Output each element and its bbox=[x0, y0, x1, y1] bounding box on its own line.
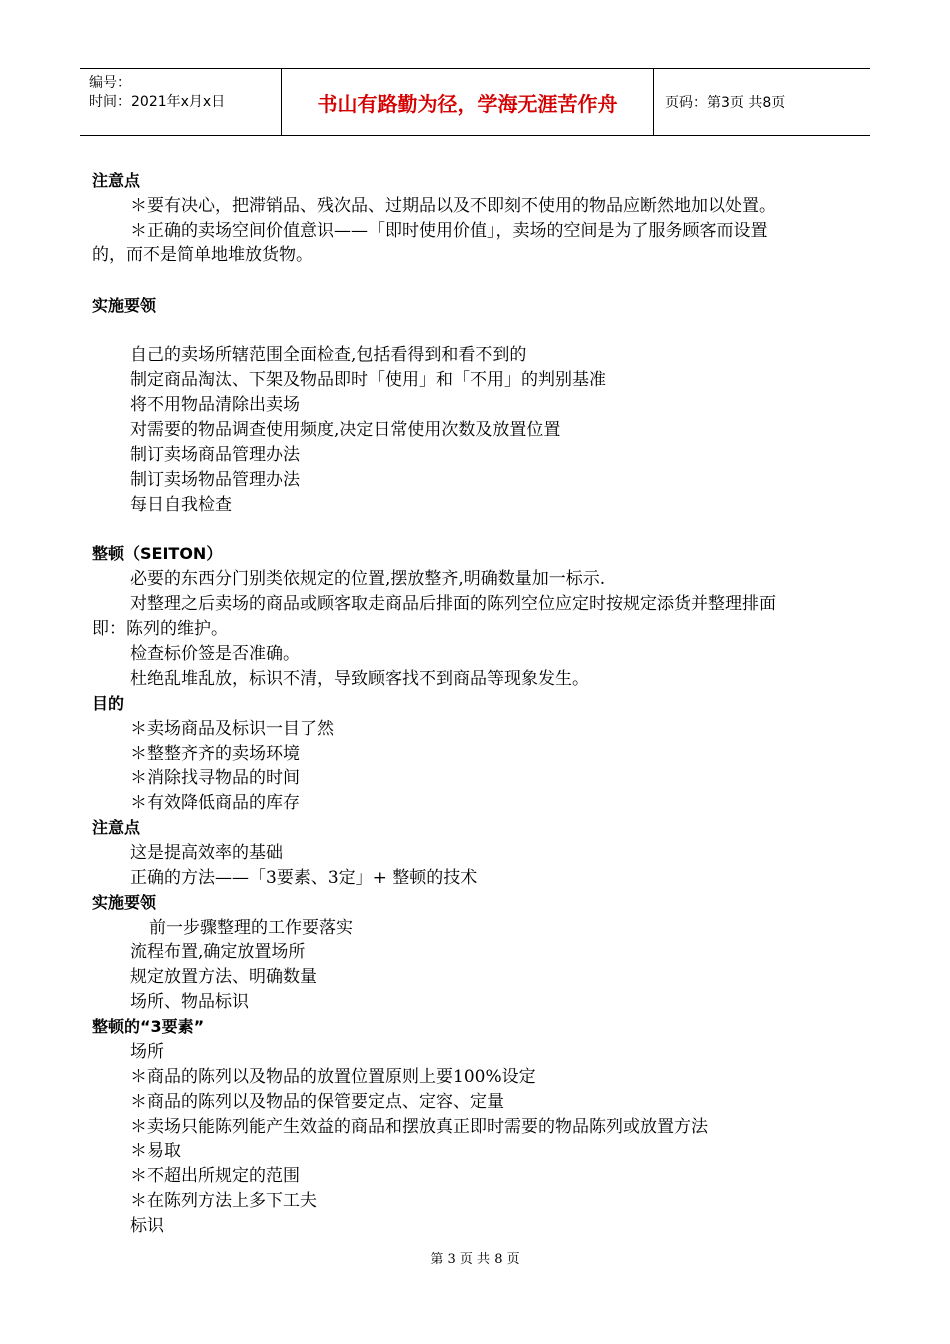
list-item: 制定商品淘汰、下架及物品即时「使用」和「不用」的判别基准 bbox=[130, 370, 606, 390]
section-heading: 整顿的“3要素” bbox=[92, 1017, 205, 1036]
paragraph-line: 必要的东西分门别类依规定的位置,摆放整齐,明确数量加一标示. bbox=[130, 569, 606, 589]
paragraph-line: 杜绝乱堆乱放，标识不清，导致顾客找不到商品等现象发生。 bbox=[130, 669, 589, 689]
list-item: 制订卖场物品管理办法 bbox=[130, 470, 300, 490]
section-heading: 实施要领 bbox=[92, 893, 157, 912]
header-page-info: 页码：第3页 共8页 bbox=[665, 95, 786, 111]
list-item: ＊商品的陈列以及物品的放置位置原则上要100%设定 bbox=[130, 1067, 536, 1087]
paragraph-line: 即：陈列的维护。 bbox=[92, 619, 228, 639]
section-heading: 整顿（SEITON） bbox=[92, 544, 223, 563]
list-item: 流程布置,确定放置场所 bbox=[130, 942, 306, 962]
paragraph-line: 这是提高效率的基础 bbox=[130, 843, 283, 863]
paragraph-line: ＊正确的卖场空间价值意识——「即时使用价值」，卖场的空间是为了服务顾客而设置 bbox=[130, 221, 768, 241]
paragraph-line: 检查标价签是否准确。 bbox=[130, 644, 300, 664]
list-item: ＊消除找寻物品的时间 bbox=[130, 768, 300, 788]
section-heading: 注意点 bbox=[92, 818, 141, 837]
paragraph-line: 的，而不是简单地堆放货物。 bbox=[92, 245, 313, 265]
footer-page-number: 第 3 页 共 8 页 bbox=[430, 1252, 520, 1267]
section-heading: 目的 bbox=[92, 694, 125, 713]
list-item: 对需要的物品调查使用频度,决定日常使用次数及放置位置 bbox=[130, 420, 561, 440]
list-item: ＊整整齐齐的卖场环境 bbox=[130, 744, 300, 764]
page-footer bbox=[0, 1248, 950, 1267]
header-left-cell bbox=[80, 69, 282, 135]
list-item: ＊有效降低商品的库存 bbox=[130, 793, 300, 813]
list-item: ＊商品的陈列以及物品的保管要定点、定容、定量 bbox=[130, 1092, 504, 1112]
section-heading: 注意点 bbox=[92, 171, 141, 190]
section-heading: 实施要领 bbox=[92, 296, 157, 315]
paragraph-line: 前一步骤整理的工作要落实 bbox=[149, 918, 353, 938]
list-item: 制订卖场商品管理办法 bbox=[130, 445, 300, 465]
list-item: ＊不超出所规定的范围 bbox=[130, 1166, 300, 1186]
paragraph-line: 对整理之后卖场的商品或顾客取走商品后排面的陈列空位应定时按规定添货并整理排面 bbox=[130, 594, 776, 614]
list-item: ＊易取 bbox=[130, 1141, 181, 1161]
header-table bbox=[80, 68, 870, 136]
list-item: 规定放置方法、明确数量 bbox=[130, 967, 317, 987]
list-item: ＊卖场只能陈列能产生效益的商品和摆放真正即时需要的物品陈列或放置方法 bbox=[130, 1117, 708, 1137]
list-item: ＊卖场商品及标识一目了然 bbox=[130, 719, 334, 739]
list-item: 自己的卖场所辖范围全面检查,包括看得到和看不到的 bbox=[130, 345, 527, 365]
list-item: ＊在陈列方法上多下工夫 bbox=[130, 1191, 317, 1211]
number-label: 编号： bbox=[89, 75, 131, 91]
list-item: 将不用物品清除出卖场 bbox=[130, 395, 300, 415]
time-label: 时间：2021年x月x日 bbox=[89, 94, 226, 110]
list-item: 每日自我检查 bbox=[130, 495, 232, 515]
list-item: 场所、物品标识 bbox=[130, 992, 249, 1012]
paragraph-line: ＊要有决心，把滞销品、残次品、过期品以及不即刻不使用的物品应断然地加以处置。 bbox=[130, 196, 776, 216]
paragraph-line: 正确的方法——「3要素、3定」+ 整顿的技术 bbox=[130, 868, 478, 888]
list-item: 标识 bbox=[130, 1216, 164, 1236]
list-item: 场所 bbox=[130, 1042, 164, 1062]
header-motto: 书山有路勤为径，学海无涯苦作舟 bbox=[282, 69, 654, 135]
